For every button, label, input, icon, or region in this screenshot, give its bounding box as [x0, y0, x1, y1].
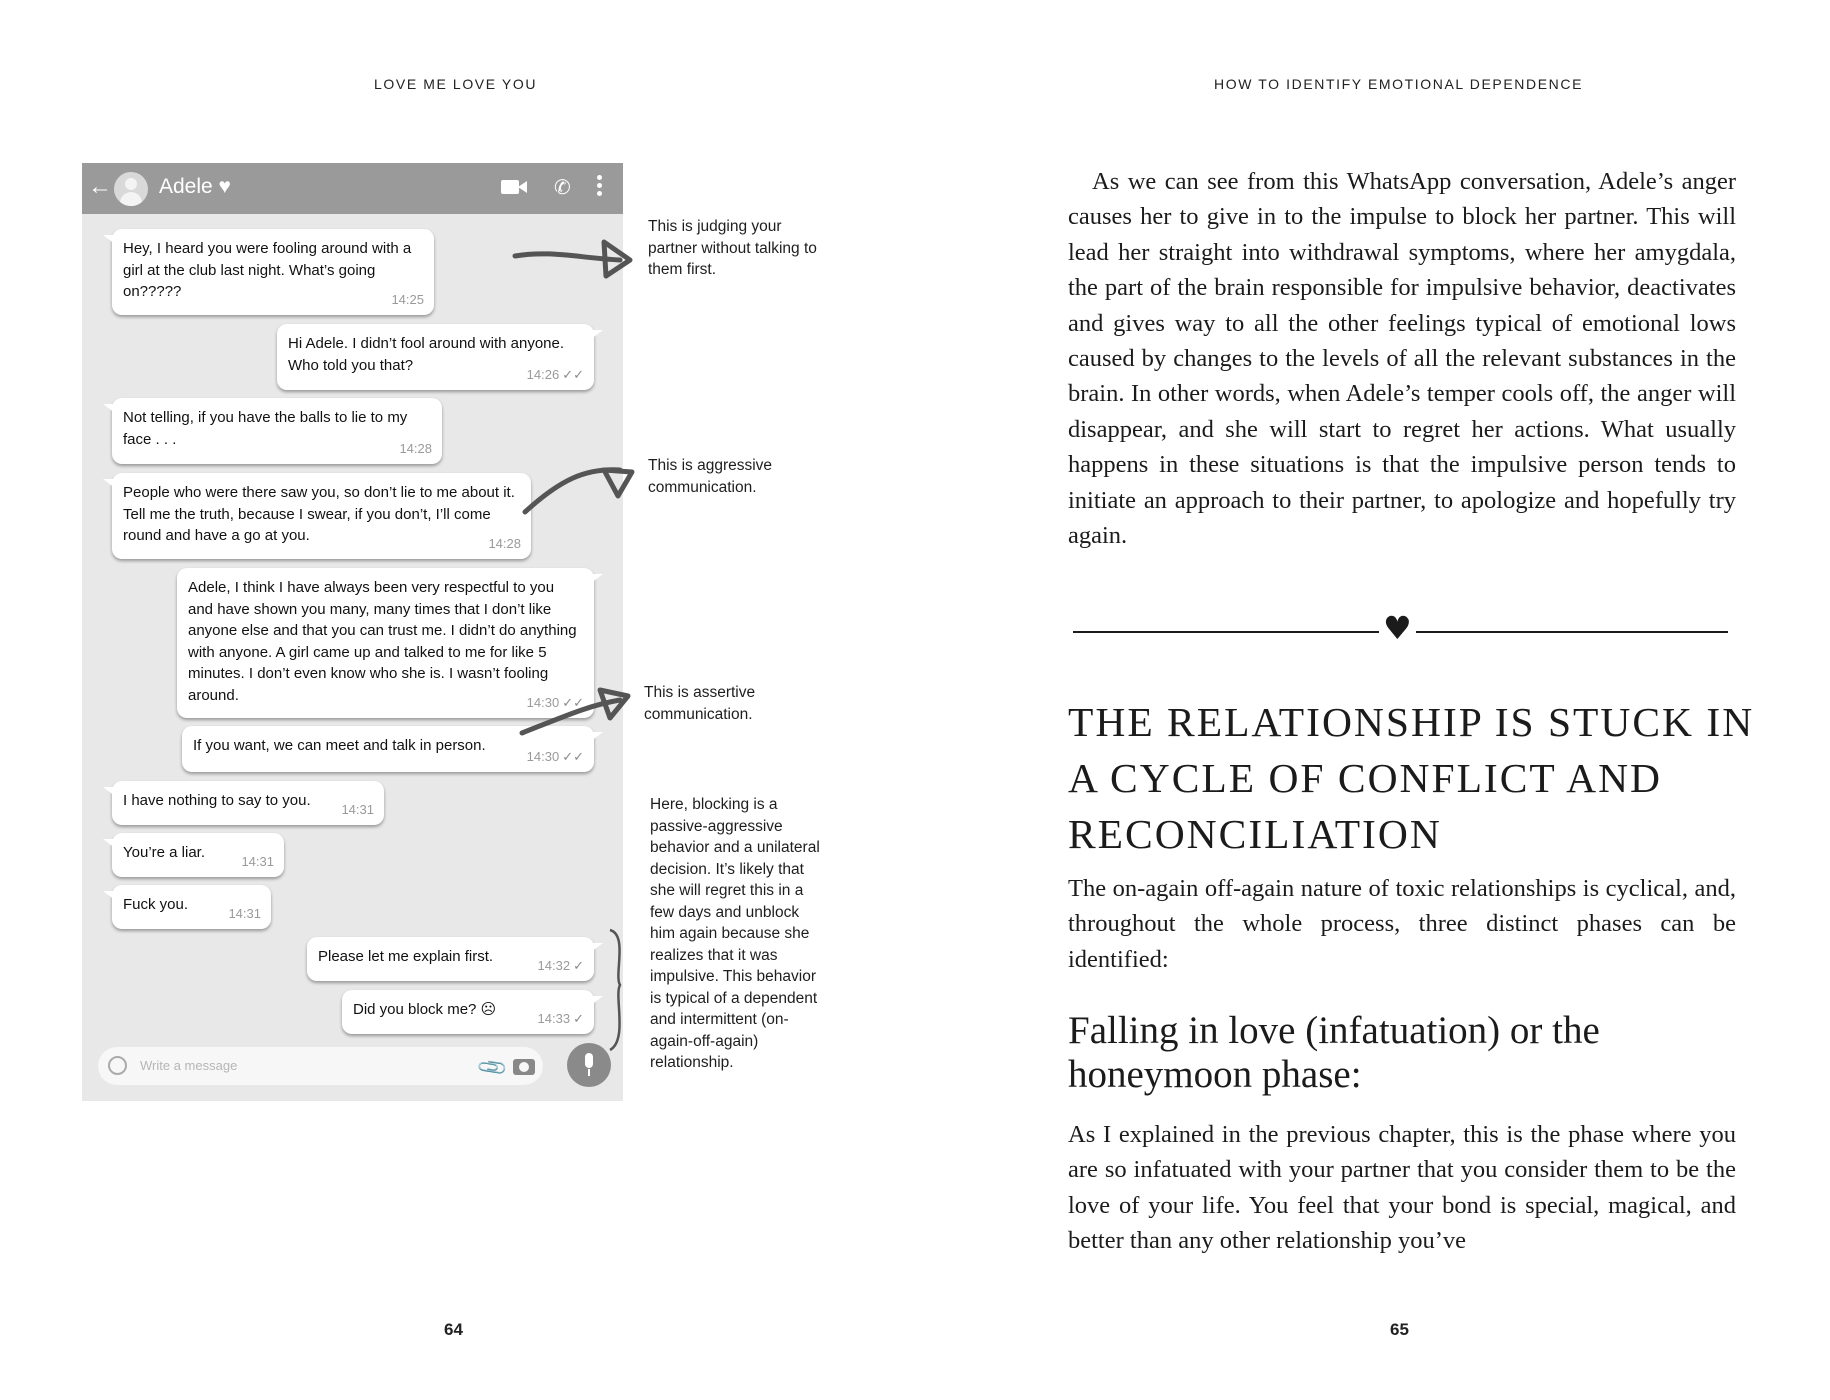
- message-time: 14:31: [241, 853, 274, 869]
- heart-icon: ♥: [1379, 612, 1416, 644]
- message-time: 14:31: [228, 905, 261, 921]
- message-text: Not telling, if you have the balls to lie to my face . . .: [123, 409, 408, 448]
- message-input-placeholder[interactable]: Write a message: [140, 1058, 238, 1073]
- message-time: 14:30 ✓✓: [526, 694, 584, 710]
- read-ticks-icon: ✓✓: [562, 694, 584, 710]
- paragraph: The on-again off-again nature of toxic relationships is cyclical, and, throughout the whole process, three distinct phases can be identified:: [1068, 875, 1736, 973]
- left-page-number: 64: [444, 1320, 463, 1339]
- left-running-head: LOVE ME LOVE YOU: [374, 76, 538, 92]
- sent-tick-icon: ✓: [573, 957, 584, 973]
- paragraph: As I explained in the previous chapter, this is the phase where you are so infatuated with your partner that you consider them to be the love of your life. You feel that your bond is special, magical, and better than any other relationship you’ve: [1068, 1121, 1736, 1255]
- message-time: 14:25: [391, 291, 424, 307]
- sub-heading: Falling in love (infatuation) or the honeymoon phase:: [1068, 1009, 1600, 1096]
- message-text: Did you block me? ☹: [353, 1001, 497, 1018]
- phone-call-icon[interactable]: ✆: [554, 177, 571, 199]
- section-heading: THE RELATIONSHIP IS STUCK IN A CYCLE OF CONFLICT AND RECONCILIATION: [1068, 699, 1755, 857]
- annotation-blocking: Here, blocking is a passive-aggressive behavior and a unilateral decision. It’s likely that she will regret this in a few days and unblock him again because she realizes that it was impulsive. This behavior is typical of a dependent and intermittent (on-again-off-again) relationship.: [650, 796, 820, 1071]
- brace-icon: [610, 930, 620, 1050]
- arrow-assertive-head: [600, 690, 628, 718]
- message-time: 14:32 ✓: [537, 957, 584, 973]
- message-time: 14:30 ✓✓: [526, 748, 584, 764]
- paragraph: As we can see from this WhatsApp conversation, Adele’s anger causes her to give in to the impulse to block her partner. This will lead her straight into withdrawal symptoms, where her amygdala, the part of the brain responsible for impulsive behavior, deactivates and gives way to all the other feelings typical of emotional lows caused by changes to the levels of all the relevant substances in the brain. In other words, when Adele’s temper cools off, the anger will disappear, and she will start to regret her actions. What usually happens in these situations is that the impulsive person tends to initiate an approach to their partner, to apologize and hopefully try again.: [1068, 168, 1736, 550]
- message-time: 14:28: [488, 535, 521, 551]
- message-text: Adele, I think I have always been very respectful to you and have shown you many, many times that I don’t like anyone else and that you can trust me. I didn’t do anything with anyone. A girl came up and talked to me for like 5 minutes. I don’t even know who she is. I wasn’t fooling around.: [188, 579, 577, 704]
- message-text: I have nothing to say to you.: [123, 792, 311, 809]
- paperclip-icon[interactable]: 📎: [476, 1051, 510, 1085]
- contact-name[interactable]: Adele ♥: [159, 175, 232, 198]
- annotation-judging: This is judging your partner without talking to them first.: [648, 218, 817, 278]
- message-time: 14:28: [399, 440, 432, 456]
- message-text: Fuck you.: [123, 896, 189, 913]
- right-running-head: HOW TO IDENTIFY EMOTIONAL DEPENDENCE: [1214, 76, 1584, 92]
- annotation-aggressive: This is aggressive communication.: [648, 457, 773, 496]
- message-text: People who were there saw you, so don’t lie to me about it. Tell me the truth, because I swear, if you don’t, I’ll come round and have a go at you.: [123, 484, 515, 544]
- arrow-aggressive-head: [604, 470, 632, 496]
- back-arrow-icon[interactable]: ←: [88, 173, 112, 200]
- message-text: Hi Adele. I didn’t fool around with anyone. Who told you that?: [288, 335, 565, 374]
- message-time: 14:31: [341, 801, 374, 817]
- sent-tick-icon: ✓: [573, 1010, 584, 1026]
- message-text: Hey, I heard you were fooling around with a girl at the club last night. What’s going on?????: [123, 240, 412, 300]
- right-page-number: 65: [1390, 1320, 1409, 1339]
- message-text: Please let me explain first.: [318, 948, 494, 965]
- annotation-assertive: This is assertive communication.: [644, 684, 756, 723]
- read-ticks-icon: ✓✓: [562, 748, 584, 764]
- message-text: You’re a liar.: [123, 844, 206, 861]
- message-time: 14:26 ✓✓: [526, 366, 584, 382]
- read-ticks-icon: ✓✓: [562, 366, 584, 382]
- message-text: If you want, we can meet and talk in person.: [193, 737, 486, 754]
- message-time: 14:33 ✓: [537, 1010, 584, 1026]
